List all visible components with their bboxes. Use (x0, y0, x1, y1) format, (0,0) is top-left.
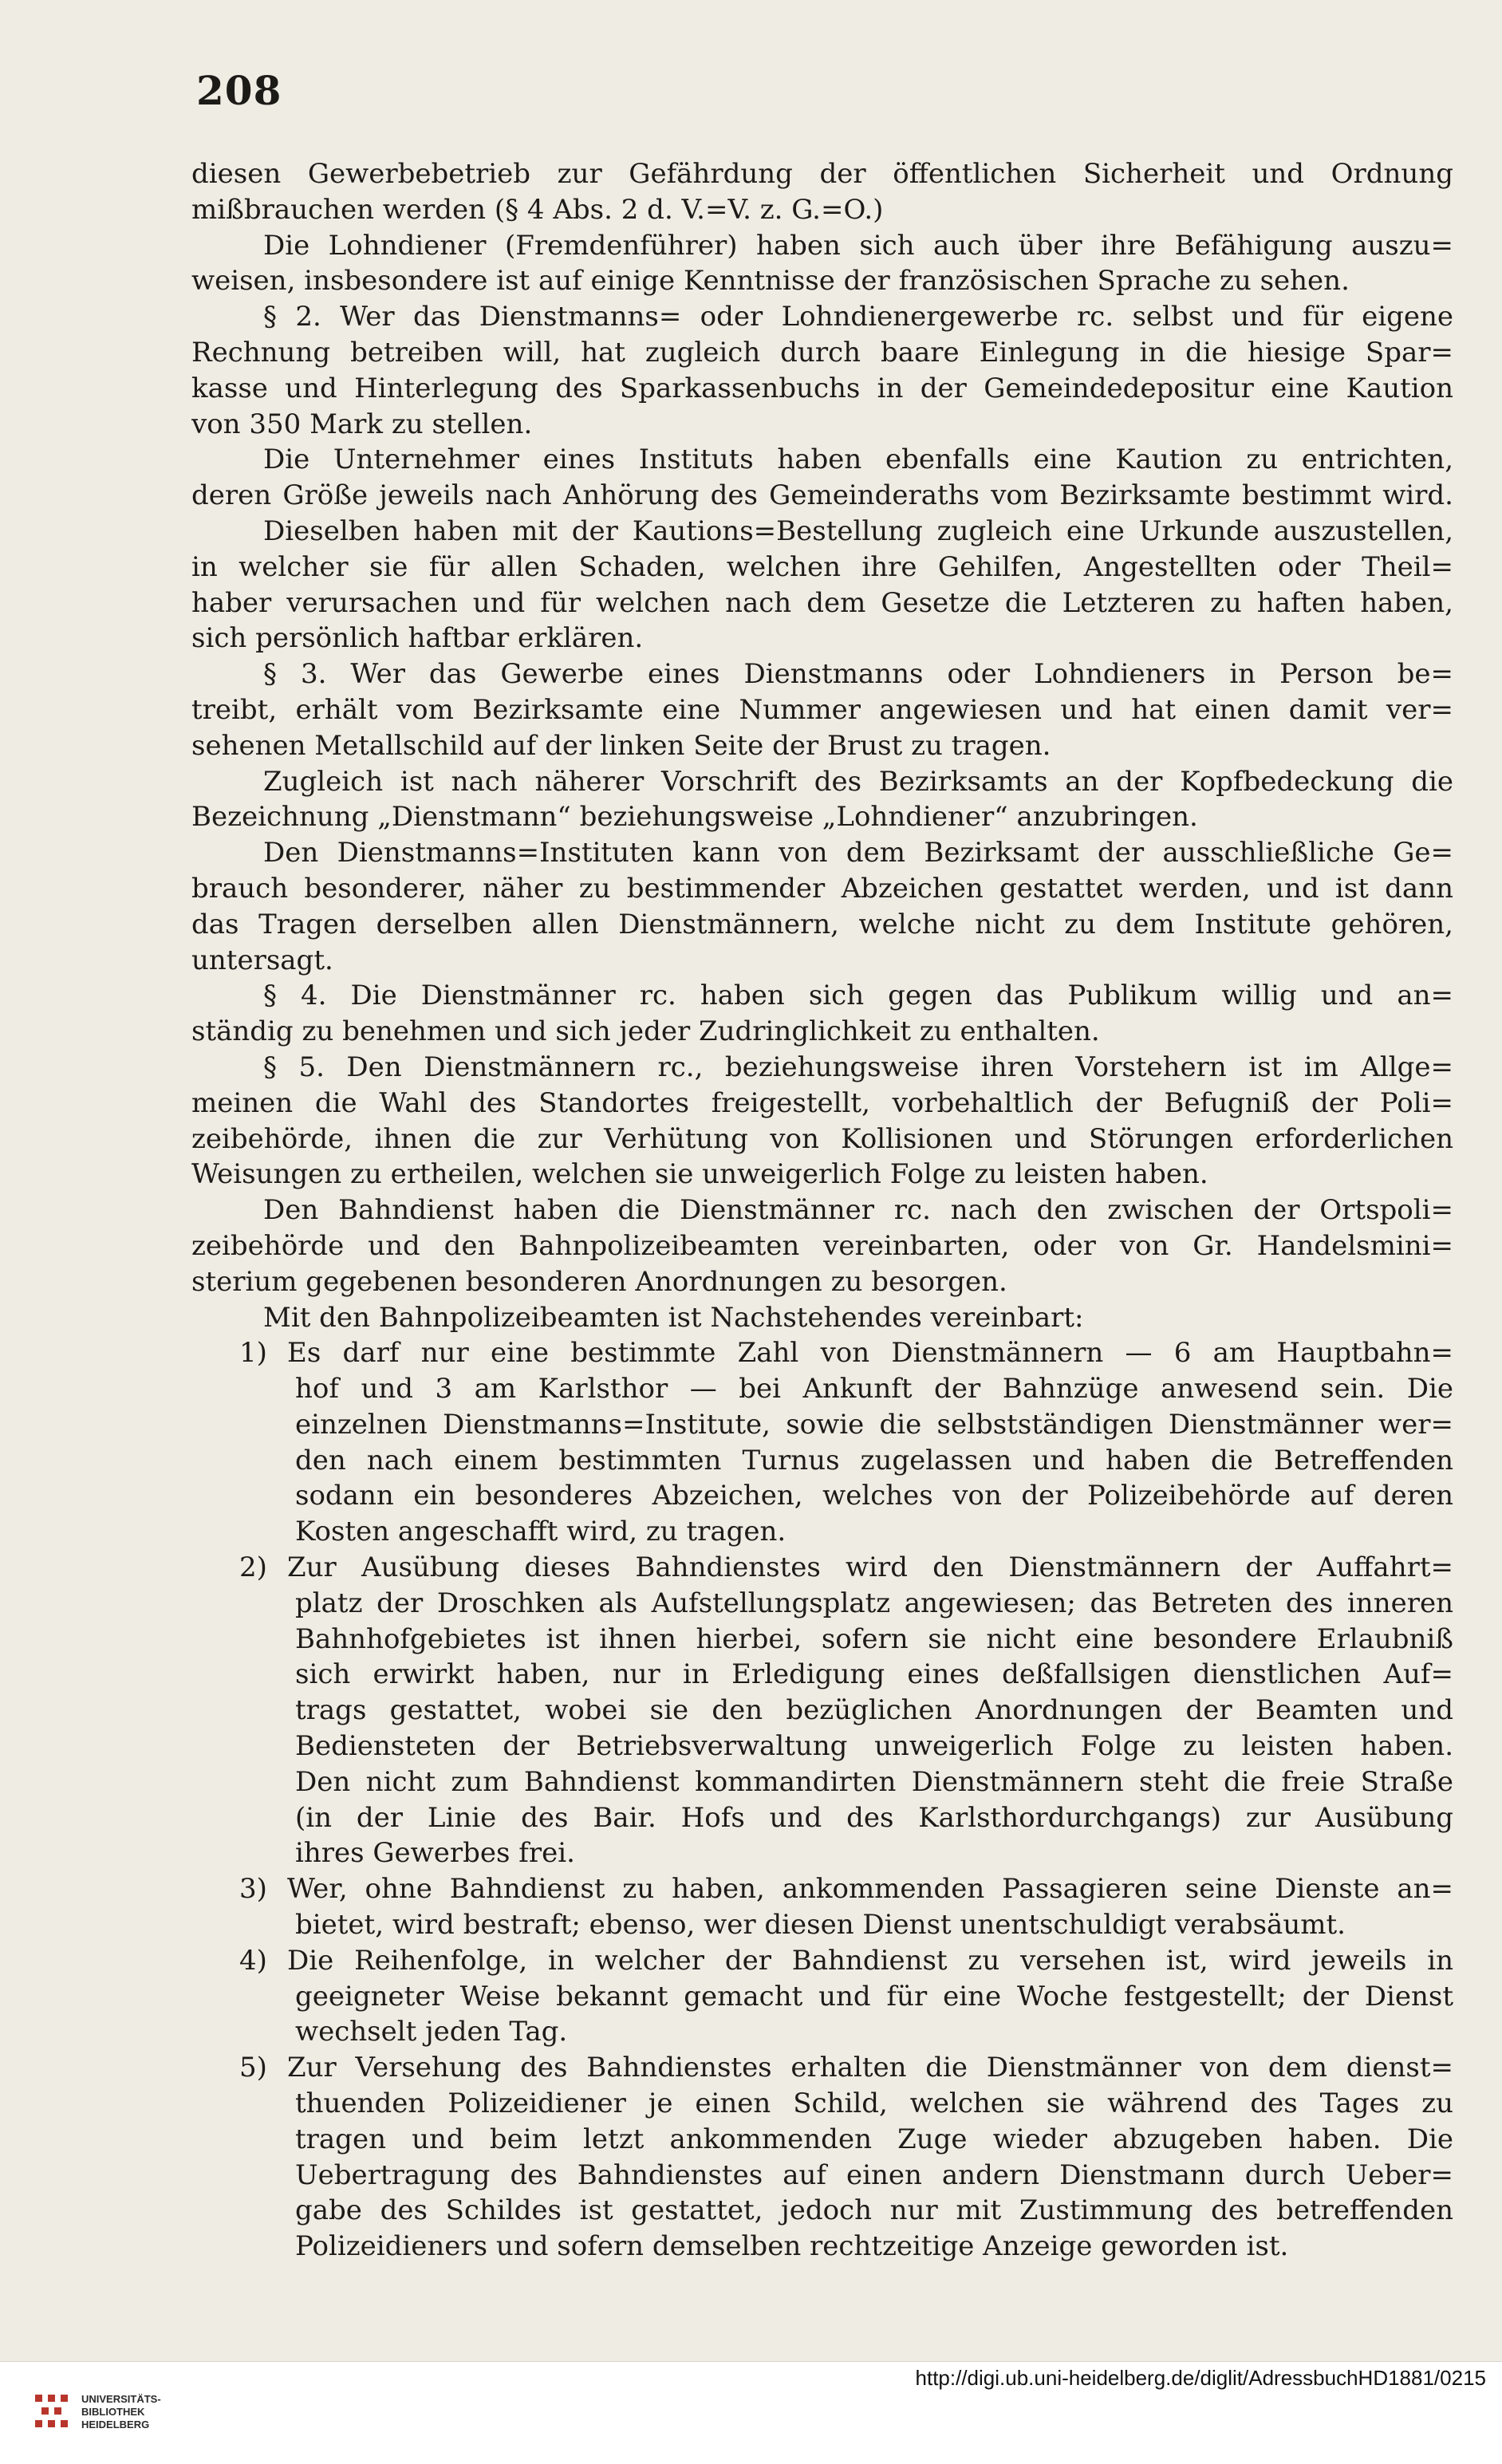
line-text: platz der Droschken als Aufstellungsplatz angewiesen; das Betreten des inneren (295, 1587, 1453, 1619)
line-text: Zugleich ist nach näherer Vorschrift des Bezirksamts an der Kopfbedeckung die (263, 765, 1453, 798)
line-text: § 5. Den Dienstmännern rc., beziehungsweise ihren Vorstehern ist im Allge= (263, 1051, 1453, 1083)
line-text: brauch besonderer, näher zu bestimmender Abzeichen gestattet werden, und ist dann (191, 872, 1453, 905)
text-line (191, 1550, 1453, 1586)
line-text: den nach einem bestimmten Turnus zugelassen und haben die Betreffenden (295, 1444, 1453, 1476)
source-url-link[interactable]: http://digi.ub.uni-heidelberg.de/diglit/AdressbuchHD1881/0215 (915, 2366, 1486, 2390)
text-line (191, 2122, 1453, 2158)
text-line (191, 442, 1453, 478)
line-text: bietet, wird bestraft; ebenso, wer diesen Dienst unentschuldigt verabsäumt. (295, 1909, 1346, 1942)
text-line (191, 1407, 1453, 1443)
line-text: treibt, erhält vom Bezirksamte eine Nummer angewiesen und hat einen damit ver= (191, 693, 1453, 726)
text-line (191, 1800, 1453, 1836)
text-line (191, 1157, 1453, 1193)
text-line (191, 692, 1453, 728)
library-logo (32, 2383, 191, 2447)
line-text: mißbrauchen werden (§ 4 Abs. 2 d. V.=V. z. G.=O.) (191, 193, 884, 226)
line-text: hof und 3 am Karlsthor — bei Ankunft der Bahnzüge anwesend sein. Die (295, 1373, 1453, 1405)
text-line (191, 799, 1453, 835)
body-text (191, 156, 1453, 2265)
line-text: ihres Gewerbes frei. (295, 1837, 575, 1870)
text-line (191, 2229, 1453, 2265)
line-text: wechselt jeden Tag. (295, 2016, 568, 2048)
text-line (191, 371, 1453, 407)
line-text: meinen die Wahl des Standortes freigestellt, vorbehaltlich der Befugniß der Poli= (191, 1086, 1453, 1119)
text-line (191, 2050, 1453, 2086)
line-text: Mit den Bahnpolizeibeamten ist Nachstehendes vereinbart: (263, 1301, 1084, 1334)
list-number: 2) (239, 1551, 267, 1584)
text-line (191, 1693, 1453, 1729)
line-text: Den Dienstmanns=Instituten kann von dem Bezirksamt der ausschließliche Ge= (263, 837, 1453, 869)
line-text: Weisungen zu ertheilen, welchen sie unweigerlich Folge zu leisten haben. (191, 1158, 1208, 1191)
text-line (191, 1478, 1453, 1514)
line-text: einzelnen Dienstmanns=Institute, sowie die selbstständigen Dienstmänner wer= (295, 1408, 1453, 1441)
line-text: weisen, insbesondere ist auf einige Kenntnisse der französischen Sprache zu sehen. (191, 265, 1350, 298)
text-line (191, 263, 1453, 299)
line-text: Die Reihenfolge, in welcher der Bahndienst zu versehen ist, wird jeweils in (287, 1944, 1453, 1977)
library-logo-icon (32, 2391, 72, 2431)
text-line (191, 1764, 1453, 1800)
text-line (191, 299, 1453, 335)
line-text: Polizeidieners und sofern demselben rechtzeitige Anzeige geworden ist. (295, 2230, 1289, 2263)
text-line (191, 228, 1453, 264)
text-line (191, 192, 1453, 228)
list-number: 5) (239, 2052, 267, 2084)
text-line (191, 478, 1453, 514)
text-line (191, 1943, 1453, 1979)
line-text: (in der Linie des Bair. Hofs und des Karlsthordurchgangs) zur Ausübung (295, 1801, 1453, 1834)
line-text: Den Bahndienst haben die Dienstmänner rc. nach den zwischen der Ortspoli= (263, 1194, 1453, 1227)
text-line (191, 1050, 1453, 1086)
text-line (191, 1086, 1453, 1122)
text-line (191, 1371, 1453, 1407)
text-line (191, 907, 1453, 943)
text-line (191, 335, 1453, 371)
line-text: Bezeichnung „Dienstmann“ beziehungsweise „Lohndiener“ anzubringen. (191, 801, 1198, 834)
text-line (191, 871, 1453, 907)
text-line (191, 514, 1453, 550)
line-text: untersagt. (191, 944, 333, 976)
line-text: Uebertragung des Bahndienstes auf einen andern Dienstmann durch Ueber= (295, 2158, 1453, 2191)
text-line (191, 1443, 1453, 1479)
line-text: § 2. Wer das Dienstmanns= oder Lohndienergewerbe rc. selbst und für eigene (263, 301, 1453, 333)
text-line (191, 1907, 1453, 1943)
text-line (191, 1979, 1453, 2015)
line-text: geeigneter Weise bekannt gemacht und für eine Woche festgestellt; der Dienst (295, 1980, 1453, 2013)
list-number: 3) (239, 1873, 267, 1906)
text-line (191, 407, 1453, 443)
text-line (191, 621, 1453, 656)
line-text: sich persönlich haftbar erklären. (191, 622, 644, 655)
line-text: zeibehörde, ihnen die zur Verhütung von Kollisionen und Störungen erforderlichen (191, 1122, 1453, 1155)
line-text: in welcher sie für allen Schaden, welchen ihre Gehilfen, Angestellten oder Theil= (191, 550, 1453, 583)
text-line (191, 1300, 1453, 1336)
text-line (191, 1514, 1453, 1550)
line-text: Dieselben haben mit der Kautions=Bestellung zugleich eine Urkunde auszustellen, (263, 514, 1453, 547)
text-line (191, 1264, 1453, 1300)
text-line (191, 1014, 1453, 1050)
line-text: tragen und beim letzt ankommenden Zuge wieder abzugeben haben. Die (295, 2123, 1453, 2155)
line-text: deren Größe jeweils nach Anhörung des Gemeinderaths vom Bezirksamte bestimmt wird. (191, 479, 1453, 512)
line-text: § 3. Wer das Gewerbe eines Dienstmanns oder Lohndieners in Person be= (263, 658, 1453, 691)
text-line (191, 1122, 1453, 1157)
line-text: diesen Gewerbebetrieb zur Gefährdung der öffentlichen Sicherheit und Ordnung (191, 158, 1453, 190)
line-text: von 350 Mark zu stellen. (191, 408, 533, 440)
list-number: 1) (239, 1337, 267, 1370)
line-text: Zur Ausübung dieses Bahndienstes wird den Dienstmännern der Auffahrt= (287, 1551, 1453, 1584)
text-line (191, 2193, 1453, 2229)
line-text: kasse und Hinterlegung des Sparkassenbuchs in der Gemeindedepositur eine Kaution (191, 372, 1453, 404)
text-line (191, 978, 1453, 1014)
line-text: thuenden Polizeidiener je einen Schild, welchen sie während des Tages zu (295, 2088, 1453, 2120)
text-line (191, 1193, 1453, 1228)
text-line (191, 1729, 1453, 1764)
text-line (191, 656, 1453, 692)
text-line (191, 728, 1453, 764)
text-line (191, 764, 1453, 800)
text-line (191, 1835, 1453, 1871)
line-text: ständig zu benehmen und sich jeder Zudringlichkeit zu enthalten. (191, 1015, 1100, 1048)
line-text: Die Unternehmer eines Instituts haben ebenfalls eine Kaution zu entrichten, (263, 444, 1453, 476)
text-line (191, 2086, 1453, 2122)
line-text: Wer, ohne Bahndienst zu haben, ankommenden Passagieren seine Dienste an= (287, 1873, 1453, 1906)
line-text: Es darf nur eine bestimmte Zahl von Dienstmännern — 6 am Hauptbahn= (287, 1337, 1453, 1370)
line-text: zeibehörde und den Bahnpolizeibeamten vereinbarten, oder von Gr. Handelsmini= (191, 1229, 1453, 1262)
line-text: sterium gegebenen besonderen Anordnungen zu besorgen. (191, 1265, 1007, 1298)
line-text: trags gestattet, wobei sie den bezüglichen Anordnungen der Beamten und (295, 1694, 1453, 1727)
line-text: sehenen Metallschild auf der linken Seite der Brust zu tragen. (191, 729, 1051, 762)
text-line (191, 585, 1453, 621)
line-text: gabe des Schildes ist gestattet, jedoch nur mit Zustimmung des betreffenden (295, 2194, 1453, 2227)
text-line (191, 1228, 1453, 1264)
text-line (191, 1586, 1453, 1622)
text-line (191, 1335, 1453, 1371)
line-text: haber verursachen und für welchen nach dem Gesetze die Letzteren zu haften haben, (191, 586, 1453, 619)
line-text: Bediensteten der Betriebsverwaltung unweigerlich Folge zu leisten haben. (295, 1730, 1453, 1763)
text-line (191, 1622, 1453, 1658)
text-line (191, 550, 1453, 585)
text-line (191, 2158, 1453, 2194)
line-text: Kosten angeschafft wird, zu tragen. (295, 1516, 786, 1548)
line-text: sich erwirkt haben, nur in Erledigung eines deßfallsigen dienstlichen Auf= (295, 1658, 1453, 1691)
line-text: Rechnung betreiben will, hat zugleich durch baare Einlegung in die hiesige Spar= (191, 336, 1453, 369)
line-text: Die Lohndiener (Fremdenführer) haben sich auch über ihre Befähigung auszu= (263, 229, 1453, 262)
text-line (191, 943, 1453, 979)
list-number: 4) (239, 1944, 267, 1977)
line-text: § 4. Die Dienstmänner rc. haben sich gegen das Publikum willig und an= (263, 980, 1453, 1012)
text-line (191, 156, 1453, 192)
text-line (191, 2014, 1453, 2050)
page-number: 208 (196, 67, 282, 114)
text-line (191, 1657, 1453, 1693)
text-line (191, 1871, 1453, 1907)
line-text: Bahnhofgebietes ist ihnen hierbei, sofern sie nicht eine besondere Erlaubniß (295, 1622, 1453, 1655)
line-text: das Tragen derselben allen Dienstmännern, welche nicht zu dem Institute gehören, (191, 908, 1453, 940)
line-text: Zur Versehung des Bahndienstes erhalten die Dienstmänner von dem dienst= (287, 2052, 1453, 2084)
library-name: UNIVERSITÄTS- BIBLIOTHEK HEIDELBERG (81, 2393, 161, 2430)
text-line (191, 835, 1453, 871)
line-text: sodann ein besonderes Abzeichen, welches von der Polizeibehörde auf deren (295, 1480, 1453, 1512)
line-text: Den nicht zum Bahndienst kommandirten Dienstmännern steht die freie Straße (295, 1765, 1453, 1798)
